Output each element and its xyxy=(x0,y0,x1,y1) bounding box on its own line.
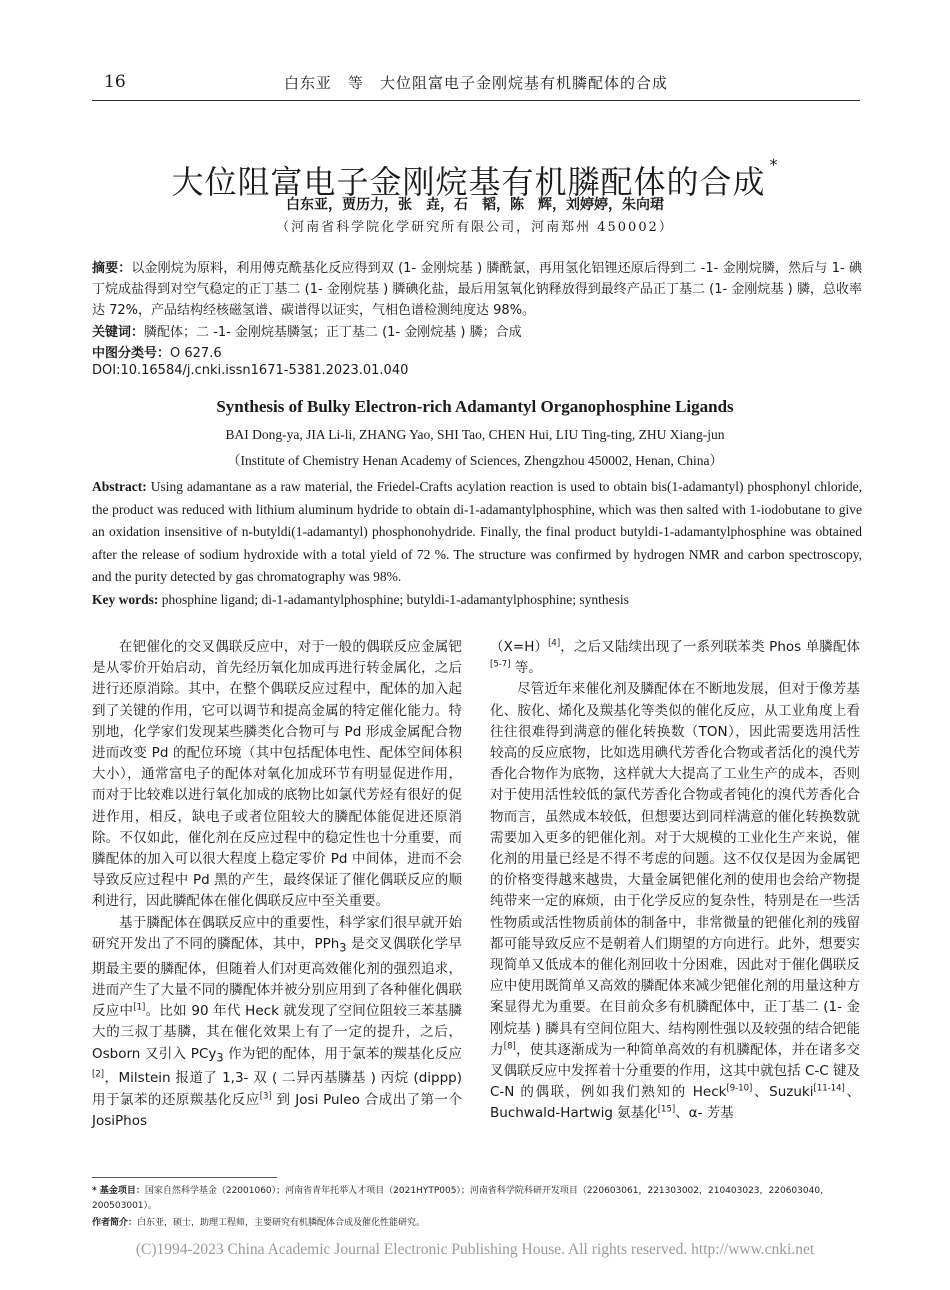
abstract-en-text: Using adamantane as a raw material, the Friedel-Crafts acylation reaction is used to obtain bis(1-adamantyl) phosphonyl chloride, the product was reduced with lithium aluminum hydride to obtain di-1-adamantylphosphine, which was then salted with 1-iodobutane to give an oxidation insensitive of n-butyldi(1-adamantyl) phosphonohydride. Finally, the final product butyldi-1-adamantylphosphine was obtained after the release of sodium hydroxide with a total yield of 72 %. The structure was confirmed by hydrogen NMR and carbon spectroscopy, and the purity detected by gas chromatography was 98%. xyxy=(92,479,862,584)
citation: [11-14] xyxy=(813,1083,845,1094)
footnote-rule xyxy=(92,1177,277,1178)
citation: [8] xyxy=(503,1041,516,1052)
classification-number xyxy=(92,342,862,361)
paragraph: 尽管近年来催化剂及膦配体在不断地发展，但对于像芳基化、胺化、烯化及羰基化等类似的催化反应，从工业角度上看往往很难得到满意的催化转换数（TON），因此需要选用活性较高的反应底物，比如选用碘代芳香化合物或者活化的溴代芳香化合物作为底物，这样就大大提高了工业生产的成本，否则对于使用活性较低的氯代芳香化合物或者钝化的溴代芳香化合物而言，虽然成本较低，但想要达到同样满意的催化转换数就需要加入更多的钯催化剂。对于大规模的工业化生产来说，催化剂的用量已经是不得不考虑的问题。这不仅仅是因为金属钯的价格变得越来越贵，大量金属钯催化剂的使用也会给产物提纯带来一定的麻烦，由于化学反应的复杂性，特别是在一些活性物质或活性物质前体的制备中，非常微量的钯催化剂的残留都可能导致反应不是朝着人们期望的方向进行。此外，想要实现简单又低成本的催化剂回收十分困难，因此对于催化偶联反应中使用既简单又高效的膦配体来减少钯催化剂的用量这种方案显得尤为重要。在目前众多有机膦配体中，正丁基二 (1- 金刚烷基 ) 膦具有空间位阻大、结构刚性强以及较强的结合钯能力[8]，使其逐渐成为一种简单高效的有机膦配体，并在诸多交叉偶联反应中发挥着十分重要的作用，这其中就包括 C-C 键及 C-N 的偶联，例如我们熟知的 Heck[9-10]、Suzuki[11-14]、Buchwald-Hartwig 氨基化[15]、α- 芳基 xyxy=(490,681,861,1122)
keywords-cn-label: 关键词： xyxy=(92,325,145,340)
keywords-en-label: Key words: xyxy=(92,592,159,607)
abstract-cn xyxy=(92,258,862,321)
keywords-cn xyxy=(92,321,862,340)
citation: [15] xyxy=(657,1104,676,1115)
affiliation-en: （Institute of Chemistry Henan Academy of Sciences, Zhengzhou 450002, Henan, China） xyxy=(226,453,723,468)
classification-text: O 627.6 xyxy=(170,346,222,361)
keywords-en xyxy=(92,592,862,608)
header-rule xyxy=(92,100,860,101)
citation: [5-7] xyxy=(490,659,511,670)
classification-label: 中图分类号： xyxy=(92,346,171,361)
keywords-cn-text: 膦配体；二 -1- 金刚烷基膦氢；正丁基二 (1- 金刚烷基 ) 膦；合成 xyxy=(144,325,522,340)
abstract-cn-label: 摘要： xyxy=(92,261,132,276)
authors-en: BAI Dong-ya, JIA Li-li, ZHANG Yao, SHI Tao, CHEN Hui, LIU Ting-ting, ZHU Xiang-jun xyxy=(225,427,725,442)
citation: [2] xyxy=(92,1069,105,1080)
citation: [9-10] xyxy=(726,1083,753,1094)
running-header xyxy=(92,72,860,98)
page-number: 16 xyxy=(104,72,126,92)
paragraph: （X=H）[4]，之后又陆续出现了一系列联苯类 Phos 单膦配体[5-7] 等。 xyxy=(490,638,860,677)
citation: [4] xyxy=(548,638,561,649)
title-cn-text: 大位阻富电子金刚烷基有机膦配体的合成 xyxy=(171,163,766,202)
running-title: 白东亚 等 大位阻富电子金刚烷基有机膦配体的合成 xyxy=(283,74,668,92)
footnote-fund: * 基金项目：国家自然科学基金（22001060）；河南省青年托举人才项目（2021HYTP005）；河南省科学院科研开发项目（220603061，221303002，210403023，220603040，200503001）。 xyxy=(92,1186,830,1211)
title-footnote-mark: * xyxy=(769,155,779,175)
affiliation-cn: （河南省科学院化学研究所有限公司，河南郑州 450002） xyxy=(276,220,674,235)
paragraph: 基于膦配体在偶联反应中的重要性，科学家们很早就开始研究开发出了不同的膦配体，其中，PPh$_3$ 是交叉偶联化学早期最主要的膦配体，但随着人们对更高效催化剂的强烈追求，进而产生了大量不同的膦配体并被分别应用到了各种催化偶联反应中[1]。比如 90 年代 Heck 就发现了空间位阻较三苯基膦大的三叔丁基膦，其在催化效果上有了一定的提升，之后，Osborn 又引入 PCy$_3$ 作为钯的配体，用于氯苯的羰基化反应[2]，Milstein 报道了 1,3- 双 ( 二异丙基膦基 ) 丙烷 (dippp) 用于氯苯的还原羰基化反应[3] 到 Josi Puleo 合成出了第一个 JosiPhos xyxy=(92,914,463,1129)
authors-cn: 白东亚，贾历力，张 垚，石 韬，陈 辉，刘婷婷，朱向珺 xyxy=(286,197,664,213)
abstract-en-label: Abstract: xyxy=(92,479,147,494)
footnote-author: 作者简介：白东亚，硕士，助理工程师，主要研究有机膦配体合成及催化性能研究。 xyxy=(92,1218,426,1228)
body-column-left xyxy=(92,637,462,1132)
body-column-right xyxy=(490,637,860,1125)
footnotes xyxy=(92,1184,862,1233)
abstract-cn-text: 以金刚烷为原料，利用傅克酰基化反应得到双 (1- 金刚烷基 ) 膦酰氯，再用氢化铝锂还原后得到二 -1- 金刚烷膦，然后与 1- 碘丁烷成盐得到对空气稳定的正丁基二 (1- 金刚烷基 ) 膦碘化盐，最后用氢氧化钠释放得到最终产品正丁基二 (1- 金刚烷基 ) 膦，总收率达 72%，产品结构经核磁氢谱、碳谱得以证实，气相色谱检测纯度达 98%。 xyxy=(92,261,862,318)
title-en: Synthesis of Bulky Electron-rich Adamantyl Organophosphine Ligands xyxy=(216,397,734,417)
keywords-en-text: phosphine ligand; di-1-adamantylphosphine; butyldi-1-adamantylphosphine; synthesis xyxy=(161,592,629,607)
citation: [1] xyxy=(133,1002,146,1013)
citation: [3] xyxy=(259,1091,272,1102)
doi: DOI:10.16584/j.cnki.issn1671-5381.2023.01.040 xyxy=(92,363,409,378)
paragraph: 在钯催化的交叉偶联反应中，对于一般的偶联反应金属钯是从零价开始启动，首先经历氧化加成再进行转金属化，之后进行还原消除。其中，在整个偶联反应过程中，配体的加入起到了关键的作用，它可以调节和提高金属的特定催化能力。特别地，化学家们发现某些膦类化合物可与 Pd 形成金属配合物进而改变 Pd 的配位环境（其中包括配体电性、配体空间体积大小），通常富电子的配体对氧化加成环节有明显促进作用，而对于比较难以进行氧化加成的底物比如氯代芳烃有很好的促进作用，相反，缺电子或者位阻较大的膦配体能促进还原消除。不仅如此，催化剂在反应过程中的稳定性也十分重要，而膦配体的加入可以很大程度上稳定零价 Pd 中间体，进而不会导致反应过程中 Pd 黑的产生，最终保证了催化偶联反应的顺利进行，因此膦配体在催化偶联反应中至关重要。 xyxy=(92,639,462,910)
abstract-en xyxy=(92,476,862,589)
copyright-watermark: (C)1994-2023 China Academic Journal Electronic Publishing House. All rights reserved. http://www.cnki.net xyxy=(135,1241,815,1258)
